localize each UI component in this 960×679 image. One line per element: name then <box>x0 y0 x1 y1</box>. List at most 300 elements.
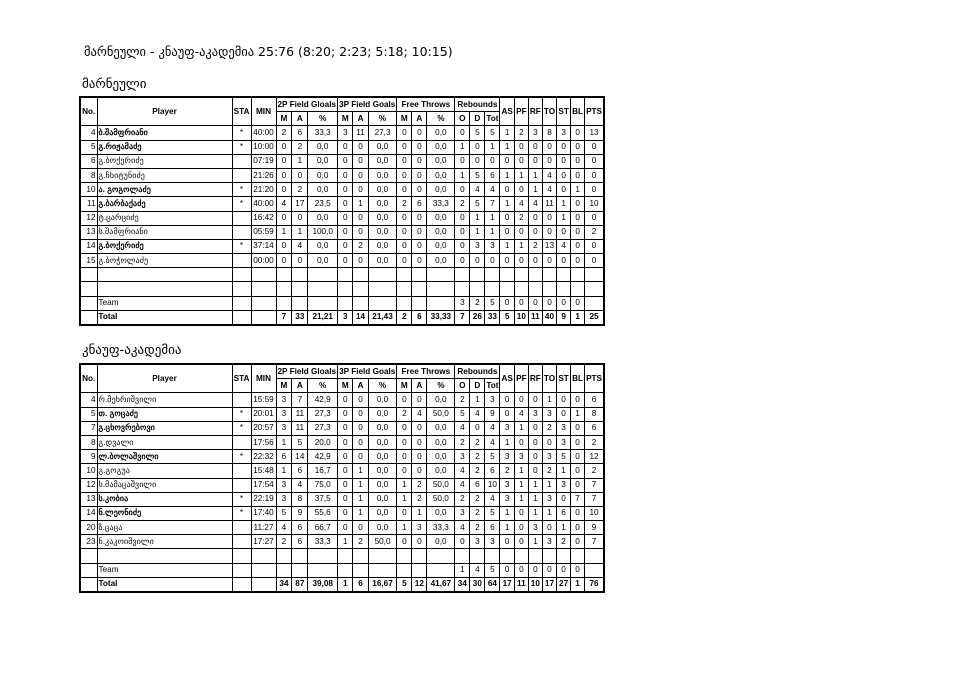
stat-m3: 0 <box>338 140 353 154</box>
stat-m3: 0 <box>338 254 353 268</box>
stat-p2: 0,0 <box>308 211 338 225</box>
total-row-label: Total <box>97 310 232 325</box>
empty-cell <box>585 268 604 282</box>
minutes: 40:00 <box>251 126 276 140</box>
subheader-m: M <box>276 379 292 393</box>
player-number: 5 <box>80 140 97 154</box>
player-name: ს.კობია <box>97 492 232 506</box>
empty-cell <box>528 549 542 563</box>
stat-to: 0 <box>542 225 556 239</box>
col-header-no: No. <box>80 97 97 126</box>
stat-mf: 0 <box>397 421 412 435</box>
empty-cell <box>485 268 500 282</box>
stat-pf: 0 <box>514 535 528 549</box>
stat-af: 0 <box>412 393 427 407</box>
page-title: მარნეული - კნაუფ-აკადემია 25:76 (8:20; 2:23; 5:18; 10:15) <box>84 44 453 59</box>
stat-to: 4 <box>542 168 556 182</box>
col-header-pts: PTS <box>585 97 604 126</box>
stat-m3: 0 <box>338 211 353 225</box>
empty-cell <box>571 549 585 563</box>
stat-o: 0 <box>455 126 470 140</box>
stat-tot: 1 <box>485 211 500 225</box>
col-header-rf: RF <box>528 364 542 393</box>
stat-a3: 0 <box>353 154 368 168</box>
subheader-tot: Tot <box>485 112 500 126</box>
empty-row <box>80 549 626 563</box>
stat-pf: 50,0 <box>427 478 455 492</box>
stat-pf: 0,0 <box>427 393 455 407</box>
stat-pf: 1 <box>514 464 528 478</box>
stat-a2: 17 <box>292 197 308 211</box>
player-row <box>80 521 626 535</box>
empty-cell <box>571 268 585 282</box>
stat-as: 0 <box>500 154 514 168</box>
empty-cell <box>368 296 397 310</box>
stat-as: 1 <box>500 140 514 154</box>
player-name: ტ.ცარციძე <box>97 211 232 225</box>
stat-af: 1 <box>412 506 427 520</box>
stat-as: 1 <box>500 168 514 182</box>
team-stat-as: 0 <box>500 296 514 310</box>
empty-cell <box>368 282 397 296</box>
stat-d: 0 <box>470 154 485 168</box>
stat-o: 3 <box>455 506 470 520</box>
empty-cell <box>412 282 427 296</box>
stat-mf: 0 <box>397 211 412 225</box>
stat-p2: 20,0 <box>308 435 338 449</box>
subheader-pct: % <box>368 112 397 126</box>
stat-rf: 0 <box>528 393 542 407</box>
minutes: 15:48 <box>251 464 276 478</box>
player-number: 15 <box>80 254 97 268</box>
stat-bl: 0 <box>571 421 585 435</box>
team-stat-o: 1 <box>455 563 470 577</box>
stat-a3: 0 <box>353 183 368 197</box>
stat-a3: 2 <box>353 535 368 549</box>
player-number: 9 <box>80 450 97 464</box>
stat-tot: 5 <box>485 506 500 520</box>
empty-cell <box>412 549 427 563</box>
player-name: თ. გოცაძე <box>97 407 232 421</box>
empty-cell <box>292 563 308 577</box>
stat-m2: 4 <box>276 521 292 535</box>
stat-mf: 0 <box>397 464 412 478</box>
stat-af: 0 <box>412 421 427 435</box>
col-header-pf: PF <box>514 97 528 126</box>
subheader-a: A <box>412 379 427 393</box>
stat-p2: 0,0 <box>308 168 338 182</box>
stat-a2: 6 <box>292 126 308 140</box>
col-header-pf: PF <box>514 364 528 393</box>
stat-to: 2 <box>542 421 556 435</box>
stat-pf: 0,0 <box>427 154 455 168</box>
total-stat-d: 30 <box>470 577 485 592</box>
stat-a3: 0 <box>353 521 368 535</box>
starter-mark <box>232 464 251 478</box>
stat-pts: 0 <box>585 211 604 225</box>
starter-mark <box>232 535 251 549</box>
empty-cell <box>397 268 412 282</box>
empty-cell <box>292 268 308 282</box>
stat-mf: 0 <box>397 154 412 168</box>
stat-bl: 1 <box>571 407 585 421</box>
stat-mf: 0 <box>397 225 412 239</box>
stat-p3: 0,0 <box>368 197 397 211</box>
stat-pf: 0,0 <box>427 535 455 549</box>
minutes: 21:26 <box>251 168 276 182</box>
player-row <box>80 197 626 211</box>
stat-p3: 0,0 <box>368 450 397 464</box>
player-row <box>80 225 626 239</box>
stat-pf: 0 <box>514 183 528 197</box>
team-stat-tot: 5 <box>485 296 500 310</box>
stat-p3: 0,0 <box>368 464 397 478</box>
stat-p3: 50,0 <box>368 535 397 549</box>
stat-a2: 4 <box>292 239 308 253</box>
stat-pts: 0 <box>585 254 604 268</box>
starter-mark: * <box>232 197 251 211</box>
stat-o: 4 <box>455 464 470 478</box>
empty-cell <box>276 282 292 296</box>
stat-as: 3 <box>500 478 514 492</box>
stat-pts: 2 <box>585 435 604 449</box>
starter-mark <box>232 254 251 268</box>
total-stat-af: 6 <box>412 310 427 325</box>
stat-tot: 3 <box>485 393 500 407</box>
empty-cell <box>308 268 338 282</box>
starter-mark: * <box>232 126 251 140</box>
stat-m2: 0 <box>276 239 292 253</box>
minutes: 11:27 <box>251 521 276 535</box>
stat-st: 1 <box>557 211 571 225</box>
col-header-player: Player <box>97 97 232 126</box>
subheader-pct: % <box>427 112 455 126</box>
stat-pts: 0 <box>585 183 604 197</box>
total-stat-o: 7 <box>455 310 470 325</box>
col-header-player: Player <box>97 364 232 393</box>
stat-bl: 0 <box>571 126 585 140</box>
stat-a3: 0 <box>353 421 368 435</box>
starter-mark: * <box>232 506 251 520</box>
empty-cell <box>571 282 585 296</box>
stat-to: 1 <box>542 393 556 407</box>
stat-to: 0 <box>542 140 556 154</box>
stat-tot: 1 <box>485 225 500 239</box>
empty-row <box>80 282 626 296</box>
stat-m2: 0 <box>276 254 292 268</box>
total-stat-pf: 41,67 <box>427 577 455 592</box>
empty-cell <box>292 296 308 310</box>
team-stat-d: 2 <box>470 296 485 310</box>
stat-as: 0 <box>500 535 514 549</box>
total-stat-pts: 76 <box>585 577 604 592</box>
stat-af: 0 <box>412 211 427 225</box>
player-number: 8 <box>80 168 97 182</box>
stat-m2: 1 <box>276 435 292 449</box>
empty-cell <box>292 549 308 563</box>
player-number: 5 <box>80 407 97 421</box>
subheader-m: M <box>276 112 292 126</box>
empty-cell <box>308 296 338 310</box>
stat-p2: 27,3 <box>308 421 338 435</box>
empty-cell <box>500 282 514 296</box>
player-number: 4 <box>80 126 97 140</box>
stat-af: 0 <box>412 450 427 464</box>
stat-o: 0 <box>455 254 470 268</box>
stat-pf: 1 <box>514 421 528 435</box>
stat-pf: 0,0 <box>427 421 455 435</box>
stat-pts: 2 <box>585 464 604 478</box>
stat-d: 2 <box>470 521 485 535</box>
stat-a3: 0 <box>353 393 368 407</box>
stat-rf: 0 <box>528 421 542 435</box>
empty-cell <box>557 282 571 296</box>
stat-p2: 66,7 <box>308 521 338 535</box>
total-stat-as: 5 <box>500 310 514 325</box>
stat-m2: 0 <box>276 211 292 225</box>
empty-cell <box>470 549 485 563</box>
col-header-no: No. <box>80 364 97 393</box>
empty-cell <box>251 549 276 563</box>
player-name: ს.მამაცაშვილი <box>97 478 232 492</box>
empty-cell <box>232 282 251 296</box>
empty-cell <box>455 268 470 282</box>
player-name: ზ.ცაცა <box>97 521 232 535</box>
col-header-rebounds: Rebounds <box>455 97 500 112</box>
stat-as: 1 <box>500 521 514 535</box>
empty-cell <box>338 268 353 282</box>
stat-m3: 0 <box>338 154 353 168</box>
stat-af: 0 <box>412 435 427 449</box>
total-stat-rf: 11 <box>528 310 542 325</box>
total-stat-o: 34 <box>455 577 470 592</box>
stat-d: 5 <box>470 126 485 140</box>
subheader-m: M <box>338 379 353 393</box>
team-stat-st: 0 <box>557 296 571 310</box>
stat-pts: 0 <box>585 168 604 182</box>
stat-pf: 0 <box>514 225 528 239</box>
team-stat-rf: 0 <box>528 296 542 310</box>
empty-cell <box>232 577 251 592</box>
total-stat-p2: 21,21 <box>308 310 338 325</box>
empty-row <box>80 268 626 282</box>
empty-cell <box>251 563 276 577</box>
stat-tot: 4 <box>485 435 500 449</box>
subheader-o: O <box>455 379 470 393</box>
player-name: გ.ცხოვრებოვი <box>97 421 232 435</box>
empty-cell <box>80 563 97 577</box>
empty-cell <box>412 296 427 310</box>
stat-m2: 1 <box>276 464 292 478</box>
stat-a3: 0 <box>353 450 368 464</box>
empty-cell <box>397 549 412 563</box>
subheader-a: A <box>292 379 308 393</box>
stat-af: 0 <box>412 225 427 239</box>
empty-cell <box>80 549 97 563</box>
stat-mf: 0 <box>397 535 412 549</box>
player-name: ბ.შამფრიანი <box>97 126 232 140</box>
stat-st: 1 <box>557 464 571 478</box>
stat-o: 0 <box>455 154 470 168</box>
empty-cell <box>80 282 97 296</box>
stat-p2: 55,6 <box>308 506 338 520</box>
stat-m3: 0 <box>338 421 353 435</box>
player-row <box>80 168 626 182</box>
team-stat-bl: 0 <box>571 296 585 310</box>
stat-m2: 0 <box>276 140 292 154</box>
player-row <box>80 492 626 506</box>
col-header-min: MIN <box>251 97 276 126</box>
stat-rf: 3 <box>528 126 542 140</box>
starter-mark <box>232 435 251 449</box>
total-stat-a3: 6 <box>353 577 368 592</box>
stat-a3: 1 <box>353 478 368 492</box>
stat-to: 8 <box>542 126 556 140</box>
total-stat-pf: 10 <box>514 310 528 325</box>
stat-p2: 100,0 <box>308 225 338 239</box>
player-number: 4 <box>80 393 97 407</box>
player-row <box>80 126 626 140</box>
stat-pf: 0,0 <box>427 168 455 182</box>
stat-a2: 4 <box>292 478 308 492</box>
stat-a3: 0 <box>353 435 368 449</box>
stat-pf: 0,0 <box>427 140 455 154</box>
stat-d: 1 <box>470 211 485 225</box>
stat-pts: 10 <box>585 197 604 211</box>
stat-rf: 0 <box>528 154 542 168</box>
minutes: 37:14 <box>251 239 276 253</box>
minutes: 21:20 <box>251 183 276 197</box>
stat-to: 0 <box>542 211 556 225</box>
empty-cell <box>542 282 556 296</box>
stat-tot: 3 <box>485 239 500 253</box>
stat-a2: 0 <box>292 254 308 268</box>
stat-p3: 0,0 <box>368 183 397 197</box>
player-number: 8 <box>80 435 97 449</box>
stat-af: 6 <box>412 197 427 211</box>
total-stat-a2: 87 <box>292 577 308 592</box>
total-stat-m3: 1 <box>338 577 353 592</box>
stat-a3: 0 <box>353 168 368 182</box>
player-row <box>80 450 626 464</box>
stat-o: 1 <box>455 140 470 154</box>
stat-mf: 0 <box>397 393 412 407</box>
starter-mark <box>232 154 251 168</box>
stat-m3: 0 <box>338 239 353 253</box>
player-number: 10 <box>80 183 97 197</box>
stat-tot: 3 <box>485 535 500 549</box>
stat-p3: 27,3 <box>368 126 397 140</box>
stat-bl: 1 <box>571 183 585 197</box>
stat-st: 1 <box>557 521 571 535</box>
stat-m3: 0 <box>338 464 353 478</box>
stat-m3: 0 <box>338 393 353 407</box>
empty-cell <box>353 296 368 310</box>
stat-tot: 4 <box>485 183 500 197</box>
stat-tot: 4 <box>485 421 500 435</box>
stat-m2: 6 <box>276 450 292 464</box>
minutes: 15:59 <box>251 393 276 407</box>
player-row <box>80 478 626 492</box>
stat-pf: 2 <box>514 126 528 140</box>
team-stat-rf: 0 <box>528 563 542 577</box>
minutes: 00:00 <box>251 254 276 268</box>
stat-rf: 0 <box>528 211 542 225</box>
stat-as: 0 <box>500 254 514 268</box>
stat-to: 2 <box>542 464 556 478</box>
stat-rf: 0 <box>528 254 542 268</box>
empty-cell <box>292 282 308 296</box>
stat-bl: 0 <box>571 464 585 478</box>
stat-as: 0 <box>500 407 514 421</box>
empty-cell <box>80 310 97 325</box>
empty-cell <box>251 268 276 282</box>
stat-tot: 9 <box>485 407 500 421</box>
subheader-tot: Tot <box>485 379 500 393</box>
stat-p3: 0,0 <box>368 168 397 182</box>
stat-m2: 2 <box>276 535 292 549</box>
stat-af: 0 <box>412 154 427 168</box>
stat-af: 0 <box>412 168 427 182</box>
stat-a2: 0 <box>292 211 308 225</box>
stat-p3: 0,0 <box>368 211 397 225</box>
empty-cell <box>232 549 251 563</box>
stat-bl: 0 <box>571 506 585 520</box>
player-number: 7 <box>80 421 97 435</box>
stat-to: 0 <box>542 435 556 449</box>
col-header-3p: 3P Field Goals <box>338 364 397 379</box>
col-header-st: ST <box>557 364 571 393</box>
stat-m3: 0 <box>338 225 353 239</box>
player-name: გ.ბარბაქაძე <box>97 197 232 211</box>
stat-d: 4 <box>470 407 485 421</box>
stat-af: 0 <box>412 254 427 268</box>
col-header-2p: 2P Field Gloals <box>276 97 338 112</box>
subheader-m: M <box>397 112 412 126</box>
subheader-pct: % <box>308 379 338 393</box>
stat-to: 4 <box>542 183 556 197</box>
player-number: 14 <box>80 506 97 520</box>
stat-st: 6 <box>557 506 571 520</box>
subheader-d: D <box>470 379 485 393</box>
col-header-pts: PTS <box>585 364 604 393</box>
empty-cell <box>276 268 292 282</box>
stat-rf: 4 <box>528 197 542 211</box>
stat-rf: 3 <box>528 407 542 421</box>
stat-pts: 0 <box>585 239 604 253</box>
stat-a2: 14 <box>292 450 308 464</box>
stat-pts: 7 <box>585 478 604 492</box>
stat-mf: 1 <box>397 492 412 506</box>
player-number: 23 <box>80 535 97 549</box>
stat-m2: 3 <box>276 393 292 407</box>
stat-as: 3 <box>500 492 514 506</box>
stat-m3: 0 <box>338 407 353 421</box>
empty-cell <box>80 577 97 592</box>
team-stat-to: 0 <box>542 563 556 577</box>
stat-bl: 0 <box>571 535 585 549</box>
stat-a2: 6 <box>292 521 308 535</box>
empty-cell <box>514 549 528 563</box>
empty-cell <box>485 282 500 296</box>
col-header-3p: 3P Field Goals <box>338 97 397 112</box>
empty-cell <box>368 549 397 563</box>
empty-cell <box>97 282 232 296</box>
empty-cell <box>485 549 500 563</box>
empty-cell <box>455 549 470 563</box>
stat-m2: 0 <box>276 168 292 182</box>
total-stat-rf: 10 <box>528 577 542 592</box>
